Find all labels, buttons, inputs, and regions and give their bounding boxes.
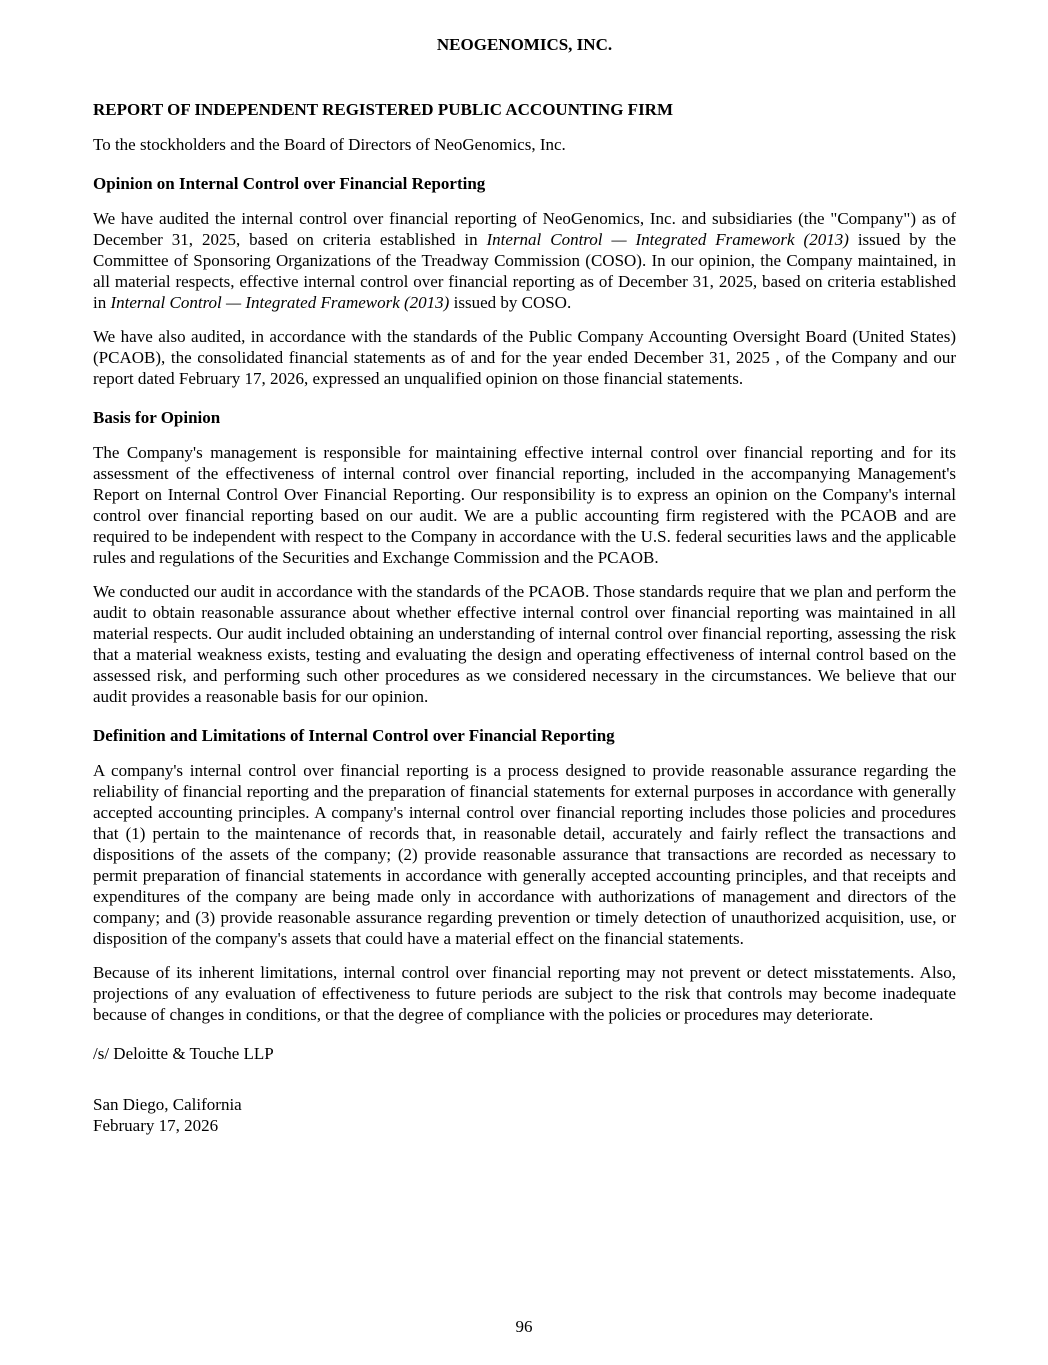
text-run: We have audited the internal control over financial reporting of NeoGenomics, Inc. and subsidiaries (the "Company") as of December 31, 2025, based on criteria established in xyxy=(93,209,956,249)
paragraph-definition-1: A company's internal control over financial reporting is a process designed to provide reasonable assurance regarding the reliability of financial reporting and the preparation of financial statements for external purposes in accordance with generally accepted accounting principles. A company's internal control over financial reporting includes those policies and procedures that (1) pertain to the maintenance of records that, in reasonable detail, accurately and fairly reflect the transactions and dispositions of the assets of the company; (2) provide reasonable assurance that transactions are recorded as necessary to permit preparation of financial statements in accordance with generally accepted accounting principles, and that receipts and expenditures of the company are being made only in accordance with authorizations of management and directors of the company; and (3) provide reasonable assurance regarding prevention or timely detection of unauthorized acquisition, use, or disposition of the company's assets that could have a material effect on the financial statements. xyxy=(93,761,956,948)
paragraph-basis-1: The Company's management is responsible for maintaining effective internal control over financial reporting and for its assessment of the effectiveness of internal control over financial reporting, included in the accompanying Management's Report on Internal Control Over Financial Reporting. Our responsibility is to express an opinion on the Company's internal control over financial reporting based on our audit. We are a public accounting firm registered with the PCAOB and are required to be independent with respect to the Company in accordance with the U.S. federal securities laws and the applicable rules and regulations of the Securities and Exchange Commission and the PCAOB. xyxy=(93,443,956,567)
signature-line: /s/ Deloitte & Touche LLP xyxy=(93,1044,274,1063)
section-heading-basis: Basis for Opinion xyxy=(93,408,221,427)
paragraph-basis-2: We conducted our audit in accordance with the standards of the PCAOB. Those standards require that we plan and perform the audit to obtain reasonable assurance about whether effective internal control over financial reporting was maintained in all material respects. Our audit included obtaining an understanding of internal control over financial reporting, assessing the risk that a material weakness exists, testing and evaluating the design and operating effectiveness of internal control based on the assessed risk, and performing such other procedures as we considered necessary in the circumstances. We believe that our audit provides a reasonable basis for our opinion. xyxy=(93,582,956,706)
paragraph-definition-2: Because of its inherent limitations, internal control over financial reporting may not prevent or detect misstatements. Also, projections of any evaluation of effectiveness to future periods are subject to the risk that controls may become inadequate because of changes in conditions, or that the degree of compliance with the policies or procedures may deteriorate. xyxy=(93,963,956,1024)
text-run: issued by COSO. xyxy=(449,293,572,312)
paragraph-opinion-2: We have also audited, in accordance with the standards of the Public Company Accounting Oversight Board (United States) (PCAOB), the consolidated financial statements as of and for the year ended December 31, 2025 , of the Company and our report dated February 17, 2026, expressed an unqualified opinion on those financial statements. xyxy=(93,327,956,388)
italic-framework-reference: Internal Control — Integrated Framework (2013) xyxy=(486,230,849,249)
signature-location: San Diego, California xyxy=(93,1095,242,1114)
addressee-line: To the stockholders and the Board of Directors of NeoGenomics, Inc. xyxy=(93,135,566,154)
section-heading-definition: Definition and Limitations of Internal Control over Financial Reporting xyxy=(93,726,615,745)
page-number: 96 xyxy=(515,1317,533,1336)
section-heading-opinion: Opinion on Internal Control over Financial Reporting xyxy=(93,174,486,193)
italic-framework-reference: Internal Control — Integrated Framework (2013) xyxy=(110,293,450,312)
paragraph-opinion-1 xyxy=(93,208,956,313)
report-title: REPORT OF INDEPENDENT REGISTERED PUBLIC ACCOUNTING FIRM xyxy=(93,100,674,119)
company-header: NEOGENOMICS, INC. xyxy=(436,35,613,54)
signature-date: February 17, 2026 xyxy=(93,1116,219,1135)
text-run: issued by the Committee of Sponsoring Organizations of the Treadway Commission (COSO). In our opinion, the Company maintained, in all material respects, effective internal control over financial reporting as of December 31, 2025, based on criteria established in xyxy=(93,230,956,312)
